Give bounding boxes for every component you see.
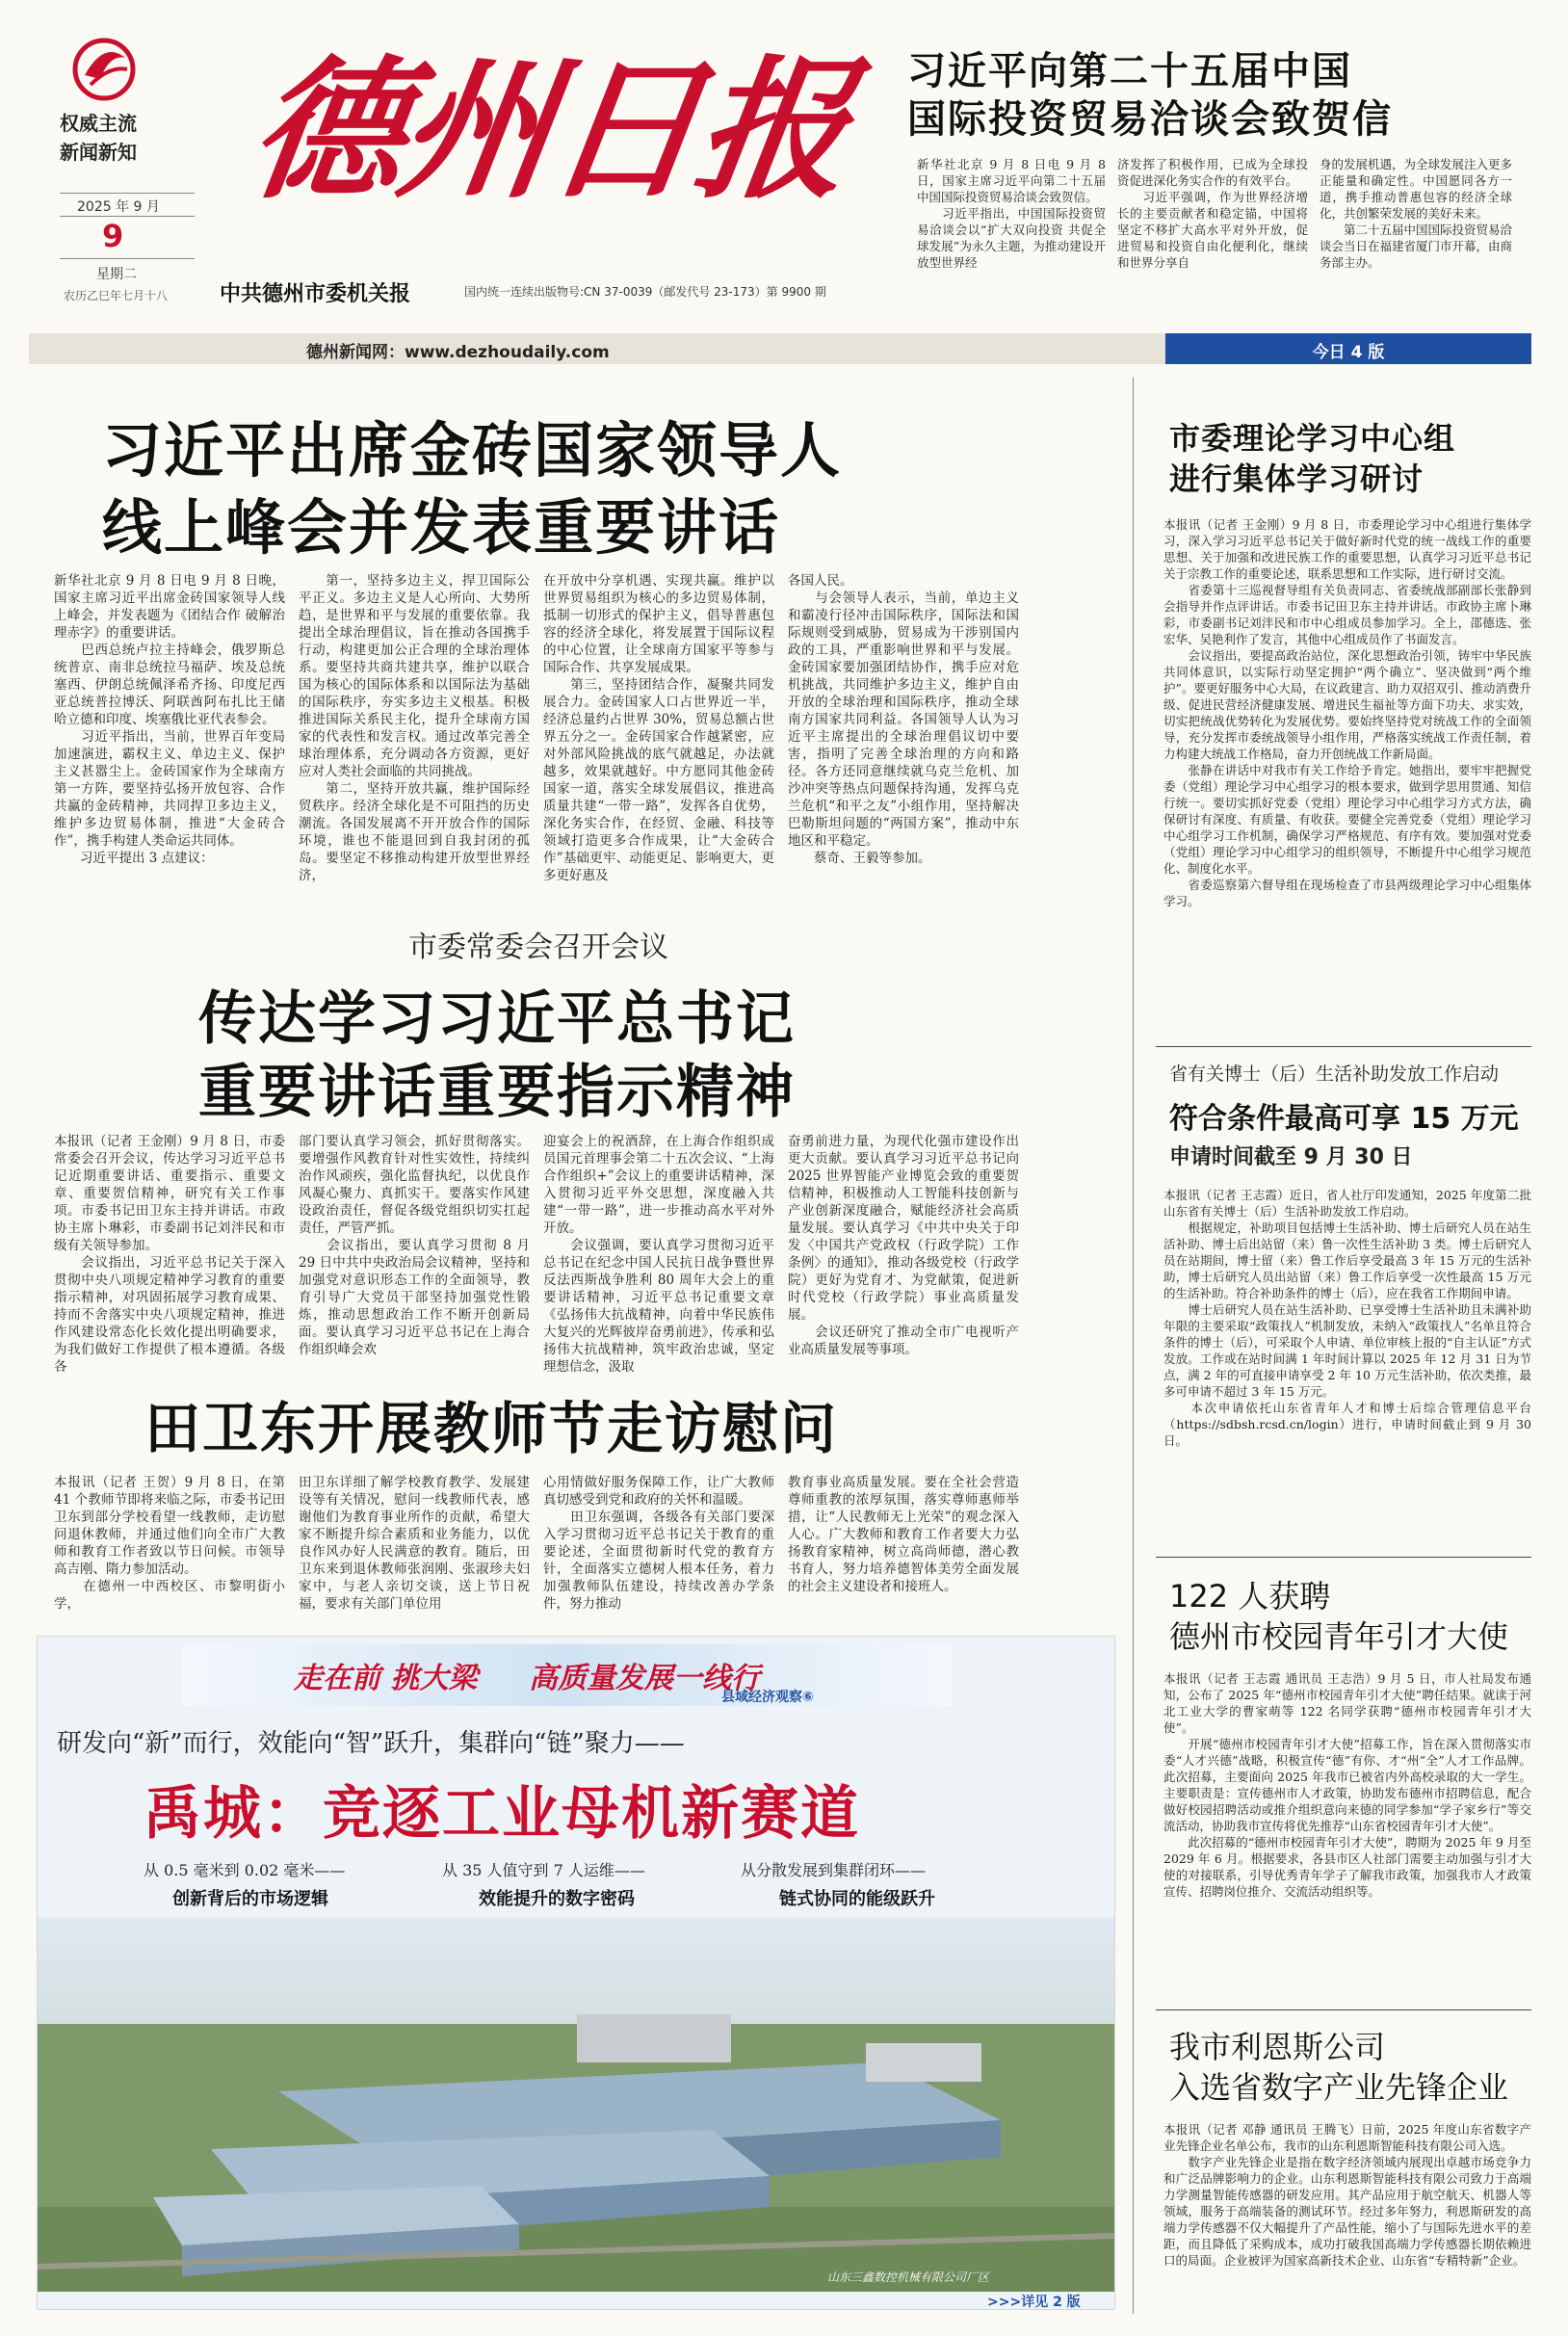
newspaper-logo: 德州日报: [240, 41, 859, 220]
newspaper-emblem-icon: [71, 37, 137, 102]
feature-deck: 研发向“新”而行，效能向“智”跃升，集群向“链”聚力——: [57, 1729, 685, 1758]
feature-sub-3-title: 链式协同的能级跃升: [779, 1889, 935, 1909]
top-story-title-2: 国际投资贸易洽谈会致贺信: [907, 97, 1393, 142]
photo-caption: 山东三鑫数控机械有限公司厂区: [827, 2270, 990, 2284]
sidebar-a4-title-1: 我市利恩斯公司: [1169, 2029, 1386, 2065]
organ-name: 中共德州市委机关报: [220, 282, 411, 306]
top-story-col-1: 新华社北京 9 月 8 日电 9 月 8 日，国家主席习近平向第二十五届中国国际投资贸易洽谈会致贺信。 习近平指出，中国国际投资贸易洽谈会以“扩大双向投资 共促全球发展”为永久主题，为推动建设开放型世界经: [917, 157, 1106, 270]
sidebar-a3-body: 本报讯（记者 王志霞 通讯员 王志浩）9 月 5 日，市人社局发布通知，公布了 2025 年“德州市校园青年引才大使”聘任结果。就读于河北工业大学的曹家萌等 122 名同学获聘“德州市校园青年引才大使”。 开展“德州市校园青年引才大使”招募工作，旨在深入贯彻落实市委“人才兴德”战略，积极宣传“德”有你、才“州”全”人才工作品牌。此次招募，主要面向 2025 年我市已被省内外高校录取的大一学生。主要职责是：宣传德州市人才政策，协助发布德州市招聘信息，配合做好校园招聘活动或推介组织意向来德的同学参加“学子家乡行”等交流活动，协助我市宣传将优先推荐“山东省校园青年引才大使”。 此次招募的“德州市校园青年引才大使”，聘期为 2025 年 9 月至 2029 年 6 月。根据要求，各县市区人社部门需要主动加强与引才大使的对接联系，引导优秀青年学子了解我市政策，加强我市人才政策宣传、招聘岗位推介、交流活动组织等。: [1163, 1671, 1531, 1899]
sidebar-a1-body: 本报讯（记者 王金刚）9 月 8 日，市委理论学习中心组进行集体学习，深入学习习近平总书记关于做好新时代党的统一战线工作的重要思想、关于加强和改进民族工作的重要思想，认真学习习近平总书记关于宗教工作的重要论述，联系思想和工作实际，进行研讨交流。 省委第十三巡视督导组有关负责同志、省委统战部副部长张静到会指导并作点评讲话。市委书记田卫东主持并讲话。市政协主席卜琳彩，市委副书记刘泮民和市中心组成员参加学习。全上，邵德选、张宏华、吴艳利作了发言，其他中心组成员作了书面发言。 会议指出，要提高政治站位，深化思想政治引领，铸牢中华民族共同体意识，以实际行动坚定拥护“两个确立”、坚决做到“两个维护”。要更好服务中心大局，在议政建言、助力双招双引、推动消费升级、促进民营经济健康发展、增进民生福祉等方面下功夫、求实效，切实把统战优势转化为发展优势。要始终坚持党对统战工作的全面领导，充分发挥市委统战领导小组作用，严格落实统战工作责任制，着力构建大统战工作格局，奋力开创统战工作新局面。 张静在讲话中对我市有关工作给予肯定。她指出，要牢牢把握党委（党组）理论学习中心组学习的根本要求，做到学思用贯通、知信行统一。要切实抓好党委（党组）理论学习中心组学习方式方法，确保研讨有深度、有质量、有收获。要健全完善党委（党组）理论学习中心组学习工作机制，确保学习严格规范、有序有效。要加强对党委（党组）理论学习中心组学习的组织领导，不断提升中心组学习规范化、制度化水平。 省委巡察第六督导组在现场检查了市县两级理论学习中心组集体学习。: [1163, 517, 1531, 908]
teachers-day-col-4: 教育事业高质量发展。要在全社会营造尊师重教的浓厚氛围，落实尊师惠师举措，让“人民教师无上光荣”的观念深入人心。广大教师和教育工作者要大力弘扬教育家精神，树立高尚师德，潜心教书育人，努力培养德智体美劳全面发展的社会主义建设者和接班人。: [788, 1475, 1019, 1594]
feature-sub-1-title: 创新背后的市场逻辑: [172, 1889, 328, 1909]
banner-series: 县域经济观察⑥: [721, 1690, 814, 1705]
banner-slogan-1: 走在前 挑大梁: [294, 1662, 478, 1695]
sidebar-a2-title: 符合条件最高可享 15 万元: [1169, 1102, 1519, 1136]
sidebar-a3-title-2: 德州市校园青年引才大使: [1169, 1618, 1509, 1655]
feature-sub-2-title: 效能提升的数字密码: [479, 1889, 635, 1909]
lead-story-col-2: 第一，坚持多边主义，捍卫国际公平正义。多边主义是人心所向、大势所趋，是世界和平与发展的重要依靠。我提出全球治理倡议，旨在推动各国携手行动，构建更加公正合理的全球治理体系。要坚持共商共建共享，维护以联合国为核心的国际体系和以国际法为基础的国际秩序，夯实多边主义根基。积极推进国际关系民主化，提升全球南方国家的代表性和发言权。通过改革完善全球治理体系，充分调动各方资源，更好应对人类社会面临的共同挑战。 第二，坚持开放共赢，维护国际经贸秩序。经济全球化是不可阻挡的历史潮流。各国发展离不开开放合作的国际环境，谁也不能退回到自我封闭的孤岛。要坚定不移推动构建开放型世界经济，: [299, 573, 530, 883]
sidebar-a4-title-2: 入选省数字产业先锋企业: [1169, 2069, 1509, 2106]
sidebar-a2-body: 本报讯（记者 王志霞）近日，省人社厅印发通知，2025 年度第二批山东省有关博士（后）生活补助发放工作启动。 根据规定，补助项目包括博士生活补助、博士后研究人员在站生活补助、博士后出站留（来）鲁一次性生活补助 3 类。博士后研究人员在站期间，博士留（来）鲁工作后享受最高 3 年 15 万元的生活补助，博士后研究人员出站留（来）鲁工作后享受一次性最高 15 万元的生活补助。符合补助条件的博士（后），应在我省工作期间申请。 博士后研究人员在站生活补助、已享受博士生活补助且未满补助年限的主要采取“政策找人”机制发放，未纳入“政策找人”名单且符合条件的博士（后），可采取个人申请、单位审核上报的“自主认证”方式发放。工作或在站时间满 1 年时间计算以 2025 年 12 月 31 日为节点，满 2 年的可直接申请享受 2 年 10 万元生活补助，依次类推，最多可申请不超过 3 年 15 万元。 本次申请依托山东省青年人才和博士后综合管理信息平台（https://sdbsh.rcsd.cn/login）进行，申请时间截止到 9 月 30 日。: [1163, 1188, 1531, 1448]
publication-info: 国内统一连续出版物号:CN 37-0039（邮发代号 23-173）第 9900 期: [464, 285, 826, 299]
committee-col-4: 奋勇前进力量，为现代化强市建设作出更大贡献。要认真学习习近平总书记向 2025 世界智能产业博览会致的重要贺信精神，积极推动人工智能科技创新与产业创新深度融合，赋能经济社会高质量发展。要认真学习《中共中央关于印发〈中国共产党政权（行政学院）工作条例〉的通知》，推动各级党校（行政学院）更好为党育才、为党献策，促进新时代党校（行政学院）事业高质量发展。 会议还研究了推动全市广电视听产业高质量发展等事项。: [788, 1134, 1019, 1357]
committee-col-2: 部门要认真学习领会，抓好贯彻落实。要增强作风教育针对性实效性，持续纠治作风顽疾，强化监督执纪，以优良作风凝心聚力、真抓实干。要落实作风建设政治责任，督促各级党组织切实扛起责任，严管严抓。 会议指出，要认真学习贯彻 8 月 29 日中共中央政治局会议精神，坚持和加强党对意识形态工作的全面领导，教育引导广大党员干部坚持加强党性锻炼，推动思想政治工作不断开创新局面。要认真学习习近平总书记在上海合作组织峰会欢: [299, 1134, 530, 1357]
feature-banner: [182, 1644, 953, 1706]
committee-col-3: 迎宴会上的祝酒辞，在上海合作组织成员国元首理事会第二十五次会议、“上海合作组织+”会议上的重要讲话精神，深入贯彻习近平外交思想，深度融入共建“一带一路”，进一步推动高水平对外开放。 会议强调，要认真学习贯彻习近平总书记在纪念中国人民抗日战争暨世界反法西斯战争胜利 80 周年大会上的重要讲话精神，习近平总书记重要文章《弘扬伟大抗战精神，向着中华民族伟大复兴的光辉彼岸奋勇前进》，传承和弘扬伟大抗战精神，筑牢政治忠诚，坚定理想信念，汲取: [543, 1134, 774, 1375]
sidebar-a4-body: 本报讯（记者 邓静 通讯员 王腾飞）日前，2025 年度山东省数字产业先锋企业名单公布，我市的山东利恩斯智能科技有限公司入选。 数字产业先锋企业是指在数字经济领域内展现出卓越市场竞争力和广泛品牌影响力的企业。山东利恩斯智能科技有限公司致力于高端力学测量智能传感器的研发应用。其产品应用于航空航天、机器人等领域，服务于高端装备的测试环节。经过多年努力，利恩斯研发的高端力学传感器不仅大幅提升了产品性能，缩小了与国际先进水平的差距，而且降低了采购成本，成功打破我国高端力学传感器长期依赖进口的局面。企业被评为国家高新技术企业、山东省“专精特新”企业。: [1163, 2122, 1531, 2268]
teachers-day-title: 田卫东开展教师节走访慰问: [144, 1396, 839, 1461]
slogan-line-1: 权威主流: [60, 112, 137, 135]
lead-story-title-1: 习近平出席金砖国家领导人: [102, 415, 843, 486]
pages-badge: [1165, 333, 1531, 364]
lead-story-col-4: 各国人民。 与会领导人表示，当前，单边主义和霸凌行径冲击国际秩序，国际法和国际规则受到威胁，贸易成为干涉别国内政的工具，严重影响世界和平与发展。金砖国家要加强团结协作，携手应对危机挑战，共同维护多边主义，维护自由开放的全球治理和国际秩序，推动全球南方国家共同利益。各国领导人认为习近平主席提出的全球治理倡议切中要害，指明了完善全球治理的方向和路径。各方还同意继续就乌克兰危机、加沙冲突等热点问题保持沟通，发挥乌克兰危机“和平之友”小组作用，坚持解决巴勒斯坦问题的“两国方案”，推动中东地区和平稳定。 蔡奇、王毅等参加。: [788, 573, 1019, 866]
sidebar-a3-title-1: 122 人获聘: [1169, 1578, 1331, 1614]
slogan-line-2: 新闻新知: [60, 141, 137, 164]
committee-col-1: 本报讯（记者 王金刚）9 月 8 日，市委常委会召开会议，传达学习习近平总书记近期重要讲话、重要指示、重要文章、重要贺信精神，研究有关工作事项。市委书记田卫东主持并讲话。市政协主席卜琳彩，市委副书记刘泮民和市级有关领导参加。 会议指出，习近平总书记关于深入贯彻中央八项规定精神学习教育的重要指示精神，对巩固拓展学习教育成果、持而不舍落实中央八项规定精神，推进作风建设常态化长效化提出明确要求，为我们做好工作提供了根本遵循。各级各: [54, 1134, 285, 1375]
committee-kicker: 市委常委会召开会议: [408, 931, 668, 964]
website-bar: [29, 333, 1531, 364]
committee-title-2: 重要讲话重要指示精神: [198, 1059, 796, 1126]
teachers-day-col-2: 田卫东详细了解学校教育教学、发展建设等有关情况，慰问一线教师代表，感谢他们为教育事业所作的贡献，希望大家不断提升综合素质和业务能力，以优良作风办好人民满意的教育。随后，田卫东来到退休教师张润刚、张淑珍夫妇家中，与老人亲切交谈，送上节日祝福，要求有关部门单位用: [299, 1475, 530, 1612]
teachers-day-col-3: 心用情做好服务保障工作，让广大教师真切感受到党和政府的关怀和温暖。 田卫东强调，各级各有关部门要深入学习贯彻习近平总书记关于教育的重要论述，全面贯彻新时代党的教育方针，全面落实立德树人根本任务，着力加强教师队伍建设，持续改善办学条件，努力推动: [543, 1475, 774, 1612]
feature-title: 禹城：竞逐工业母机新赛道: [144, 1780, 860, 1848]
sidebar-a1-title-2: 进行集体学习研讨: [1169, 460, 1424, 497]
lunar-date: 农历乙巳年七月十八: [64, 289, 169, 302]
teachers-day-col-1: 本报讯（记者 王贺）9 月 8 日，在第 41 个教师节即将来临之际，市委书记田卫东到部分学校看望一线教师，走访慰问退休教师，并通过他们向全市广大教师和教育工作者致以节日问候。市领导高吉刚、隋力参加活动。 在德州一中西校区、市黎明街小学，: [54, 1475, 285, 1612]
sidebar-a2-kicker: 省有关博士（后）生活补助发放工作启动: [1169, 1063, 1500, 1085]
feature-sub-2-kicker: 从 35 人值守到 7 人运维——: [442, 1861, 645, 1879]
weekday: 星期二: [96, 267, 137, 282]
feature-box: [37, 1636, 1115, 2310]
pages-count: 今日 4 版: [1312, 343, 1385, 362]
top-story-col-2: 济发挥了积极作用，已成为全球投资促进深化务实合作的有效平台。 习近平强调，作为世界经济增长的主要贡献者和稳定锚，中国将坚定不移扩大高水平对外开放，促进贸易和投资自由化便利化，继续和世界分享自: [1117, 157, 1308, 270]
sidebar-a2-subtitle: 申请时间截至 9 月 30 日: [1169, 1145, 1413, 1169]
issue-date: 2025 年 9 月: [77, 199, 160, 215]
lead-story-col-1: 新华社北京 9 月 8 日电 9 月 8 日晚，国家主席习近平出席金砖国家领导人线上峰会，并发表题为《团结合作 破解治理赤字》的重要讲话。 巴西总统卢拉主持峰会，俄罗斯总统普京、南非总统拉马福萨、埃及总统塞西、伊朗总统佩泽希齐扬、印度尼西亚总统普拉博沃、阿联酋阿布扎比王储哈立德和印度、埃塞俄比亚代表参会。 习近平指出，当前，世界百年变局加速演进，霸权主义、单边主义、保护主义甚嚣尘上。金砖国家作为全球南方第一方阵，要坚持弘扬开放包容、合作共赢的金砖精神，共同捍卫多边主义，维护多边贸易体制，推进“大金砖合作”，携手构建人类命运共同体。 习近平提出 3 点建议：: [54, 573, 285, 866]
feature-sub-3-kicker: 从分散发展到集群闭环——: [741, 1861, 927, 1879]
lead-story-col-3: 在开放中分享机遇、实现共赢。维护以世界贸易组织为核心的多边贸易体制，抵制一切形式的保护主义，倡导普惠包容的经济全球化，将发展置于国际议程的中心位置，让全球南方国家平等参与国际合作、共享发展成果。 第三，坚持团结合作，凝聚共同发展合力。金砖国家人口占世界近一半，经济总量约占世界 30%，贸易总额占世界五分之一。金砖国家合作越紧密，应对外部风险挑战的底气就越足，办法就越多，效果就越好。中方愿同其他金砖国家一道，落实全球发展倡议，推进高质量共建“一带一路”，发挥各自优势，深化务实合作，在经贸、金融、科技等领域打造更多合作成果，让“大金砖合作”基础更牢、动能更足、影响更大，更多更好惠及: [543, 573, 774, 883]
factory-aerial-photo: [38, 1918, 1114, 2292]
feature-sub-1-kicker: 从 0.5 毫米到 0.02 毫米——: [144, 1861, 346, 1879]
lead-story-title-2: 线上峰会并发表重要讲话: [102, 492, 781, 563]
committee-title-1: 传达学习习近平总书记: [198, 985, 796, 1053]
top-story-col-3: 身的发展机遇，为全球发展注入更多正能量和确定性。中国愿同各方一道，携手推动普惠包容的经济全球化，共创繁荣发展的美好未来。 第二十五届中国国际投资贸易洽谈会当日在福建省厦门市开幕，由商务部主办。: [1320, 157, 1513, 270]
top-story-title-1: 习近平向第二十五届中国: [907, 49, 1352, 93]
see-more-link[interactable]: >>>详见 2 版: [987, 2295, 1081, 2310]
website-url[interactable]: 德州新闻网：www.dezhoudaily.com: [306, 343, 610, 362]
issue-day: 9: [102, 218, 124, 254]
banner-slogan-2: 高质量发展一线行: [529, 1662, 760, 1695]
masthead: [0, 0, 1568, 328]
sidebar-a1-title-1: 市委理论学习中心组: [1169, 420, 1456, 457]
